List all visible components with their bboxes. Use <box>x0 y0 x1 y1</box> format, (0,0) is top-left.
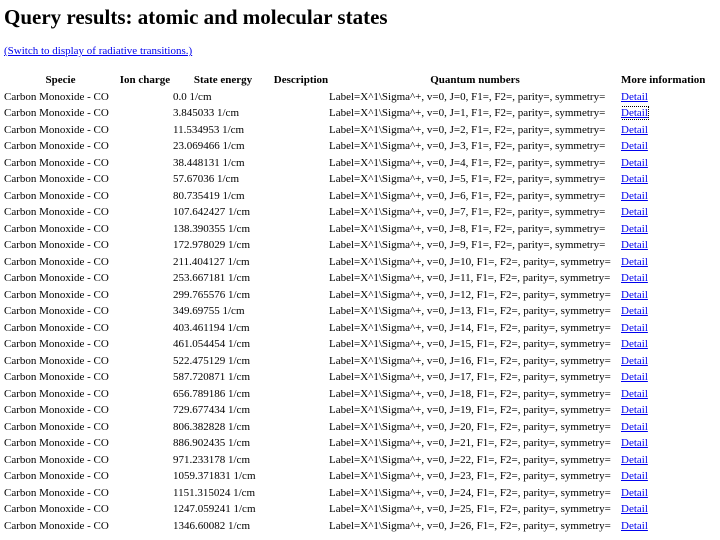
cell-more-information <box>621 287 705 304</box>
table-row <box>4 369 705 386</box>
page-title: Query results: atomic and molecular states <box>4 5 388 29</box>
cell-quantum-numbers: Label=X^1\Sigma^+, v=0, J=3, F1=, F2=, parity=, symmetry= <box>329 140 606 153</box>
table-row <box>4 336 705 353</box>
cell-description <box>273 122 329 139</box>
detail-link[interactable]: Detail <box>621 338 648 351</box>
cell-quantum-numbers: Label=X^1\Sigma^+, v=0, J=16, F1=, F2=, parity=, symmetry= <box>329 354 611 367</box>
table-row <box>4 468 705 485</box>
detail-link[interactable]: Detail <box>621 107 648 120</box>
header-more-information: More information <box>621 74 706 87</box>
cell-quantum-numbers: Label=X^1\Sigma^+, v=0, J=14, F1=, F2=, parity=, symmetry= <box>329 321 611 334</box>
cell-specie: Carbon Monoxide - CO <box>4 123 109 136</box>
cell-more-information <box>621 122 705 139</box>
cell-specie: Carbon Monoxide - CO <box>4 140 109 153</box>
detail-link[interactable]: Detail <box>621 354 648 367</box>
cell-description <box>273 270 329 287</box>
table-row <box>4 287 705 304</box>
cell-ion-charge <box>117 188 173 205</box>
cell-state-energy: 253.667181 1/cm <box>173 272 250 285</box>
detail-link[interactable]: Detail <box>621 239 648 252</box>
cell-state-energy: 971.233178 1/cm <box>173 453 250 466</box>
cell-more-information <box>621 105 705 122</box>
cell-ion-charge <box>117 353 173 370</box>
cell-state-energy: 729.677434 1/cm <box>173 404 250 417</box>
cell-state-energy: 461.054454 1/cm <box>173 338 250 351</box>
cell-specie: Carbon Monoxide - CO <box>4 486 109 499</box>
cell-more-information <box>621 138 705 155</box>
cell-ion-charge <box>117 138 173 155</box>
table-row <box>4 270 705 287</box>
cell-state-energy: 1247.059241 1/cm <box>173 503 256 516</box>
cell-specie: Carbon Monoxide - CO <box>4 255 109 268</box>
cell-ion-charge <box>117 303 173 320</box>
cell-description <box>273 419 329 436</box>
table-row <box>4 254 705 271</box>
detail-link[interactable]: Detail <box>621 453 648 466</box>
cell-description <box>273 188 329 205</box>
cell-quantum-numbers: Label=X^1\Sigma^+, v=0, J=9, F1=, F2=, parity=, symmetry= <box>329 239 606 252</box>
cell-more-information <box>621 435 705 452</box>
cell-specie: Carbon Monoxide - CO <box>4 222 109 235</box>
cell-more-information <box>621 320 705 337</box>
cell-description <box>273 452 329 469</box>
cell-state-energy: 1151.315024 1/cm <box>173 486 256 499</box>
cell-more-information <box>621 303 705 320</box>
cell-specie: Carbon Monoxide - CO <box>4 437 109 450</box>
table-row <box>4 171 705 188</box>
detail-link[interactable]: Detail <box>621 387 648 400</box>
cell-more-information <box>621 221 705 238</box>
detail-link[interactable]: Detail <box>621 156 648 169</box>
cell-ion-charge <box>117 122 173 139</box>
cell-quantum-numbers: Label=X^1\Sigma^+, v=0, J=6, F1=, F2=, parity=, symmetry= <box>329 189 606 202</box>
cell-quantum-numbers: Label=X^1\Sigma^+, v=0, J=1, F1=, F2=, parity=, symmetry= <box>329 107 606 120</box>
table-row <box>4 204 705 221</box>
cell-ion-charge <box>117 155 173 172</box>
cell-description <box>273 287 329 304</box>
detail-link[interactable]: Detail <box>621 305 648 318</box>
cell-quantum-numbers: Label=X^1\Sigma^+, v=0, J=4, F1=, F2=, parity=, symmetry= <box>329 156 606 169</box>
detail-link[interactable]: Detail <box>621 173 648 186</box>
cell-more-information <box>621 485 705 502</box>
table-row <box>4 435 705 452</box>
cell-description <box>273 336 329 353</box>
table-row <box>4 386 705 403</box>
detail-link[interactable]: Detail <box>621 503 648 516</box>
cell-specie: Carbon Monoxide - CO <box>4 404 109 417</box>
cell-ion-charge <box>117 419 173 436</box>
table-row <box>4 221 705 238</box>
cell-description <box>273 221 329 238</box>
cell-description <box>273 402 329 419</box>
cell-state-energy: 1059.371831 1/cm <box>173 470 256 483</box>
cell-ion-charge <box>117 501 173 518</box>
cell-state-energy: 57.67036 1/cm <box>173 173 239 186</box>
table-row <box>4 353 705 370</box>
table-row <box>4 485 705 502</box>
cell-more-information <box>621 386 705 403</box>
cell-state-energy: 349.69755 1/cm <box>173 305 245 318</box>
detail-link[interactable]: Detail <box>621 437 648 450</box>
cell-quantum-numbers: Label=X^1\Sigma^+, v=0, J=17, F1=, F2=, parity=, symmetry= <box>329 371 611 384</box>
cell-specie: Carbon Monoxide - CO <box>4 288 109 301</box>
detail-link[interactable]: Detail <box>621 371 648 384</box>
cell-state-energy: 11.534953 1/cm <box>173 123 245 136</box>
cell-ion-charge <box>117 386 173 403</box>
table-row <box>4 155 705 172</box>
cell-specie: Carbon Monoxide - CO <box>4 338 109 351</box>
cell-specie: Carbon Monoxide - CO <box>4 354 109 367</box>
cell-specie: Carbon Monoxide - CO <box>4 189 109 202</box>
cell-description <box>273 320 329 337</box>
table-row <box>4 419 705 436</box>
cell-more-information <box>621 204 705 221</box>
cell-state-energy: 0.0 1/cm <box>173 90 212 103</box>
detail-link[interactable]: Detail <box>621 519 648 532</box>
cell-state-energy: 80.735419 1/cm <box>173 189 245 202</box>
cell-specie: Carbon Monoxide - CO <box>4 387 109 400</box>
cell-more-information <box>621 468 705 485</box>
cell-description <box>273 468 329 485</box>
cell-ion-charge <box>117 254 173 271</box>
cell-state-energy: 3.845033 1/cm <box>173 107 239 120</box>
cell-quantum-numbers: Label=X^1\Sigma^+, v=0, J=26, F1=, F2=, parity=, symmetry= <box>329 519 611 532</box>
cell-specie: Carbon Monoxide - CO <box>4 156 109 169</box>
table-row <box>4 303 705 320</box>
cell-description <box>273 435 329 452</box>
header-quantum-numbers: Quantum numbers <box>430 74 520 87</box>
cell-description <box>273 386 329 403</box>
cell-more-information <box>621 155 705 172</box>
cell-specie: Carbon Monoxide - CO <box>4 420 109 433</box>
cell-quantum-numbers: Label=X^1\Sigma^+, v=0, J=7, F1=, F2=, parity=, symmetry= <box>329 206 606 219</box>
table-row <box>4 518 705 535</box>
cell-description <box>273 89 329 106</box>
cell-quantum-numbers: Label=X^1\Sigma^+, v=0, J=20, F1=, F2=, parity=, symmetry= <box>329 420 611 433</box>
cell-quantum-numbers: Label=X^1\Sigma^+, v=0, J=23, F1=, F2=, parity=, symmetry= <box>329 470 611 483</box>
cell-state-energy: 1346.60082 1/cm <box>173 519 250 532</box>
cell-description <box>273 171 329 188</box>
cell-ion-charge <box>117 369 173 386</box>
cell-description <box>273 254 329 271</box>
table-row <box>4 89 705 106</box>
cell-quantum-numbers: Label=X^1\Sigma^+, v=0, J=11, F1=, F2=, parity=, symmetry= <box>329 272 611 285</box>
switch-to-transitions-link[interactable]: (Switch to display of radiative transitions.) <box>4 45 193 57</box>
header-ion-charge: Ion charge <box>119 74 171 87</box>
cell-state-energy: 806.382828 1/cm <box>173 420 250 433</box>
table-header-row <box>4 72 705 89</box>
table-row <box>4 237 705 254</box>
cell-more-information <box>621 501 705 518</box>
cell-state-energy: 522.475129 1/cm <box>173 354 250 367</box>
detail-link[interactable]: Detail <box>621 140 648 153</box>
cell-more-information <box>621 171 705 188</box>
cell-description <box>273 369 329 386</box>
cell-ion-charge <box>117 336 173 353</box>
cell-ion-charge <box>117 435 173 452</box>
table-row <box>4 122 705 139</box>
cell-more-information <box>621 419 705 436</box>
cell-specie: Carbon Monoxide - CO <box>4 305 109 318</box>
cell-ion-charge <box>117 105 173 122</box>
cell-ion-charge <box>117 452 173 469</box>
detail-link[interactable]: Detail <box>621 470 648 483</box>
table-row <box>4 105 705 122</box>
cell-ion-charge <box>117 237 173 254</box>
cell-quantum-numbers: Label=X^1\Sigma^+, v=0, J=0, F1=, F2=, parity=, symmetry= <box>329 90 606 103</box>
cell-specie: Carbon Monoxide - CO <box>4 272 109 285</box>
cell-state-energy: 299.765576 1/cm <box>173 288 250 301</box>
cell-specie: Carbon Monoxide - CO <box>4 470 109 483</box>
cell-specie: Carbon Monoxide - CO <box>4 371 109 384</box>
cell-ion-charge <box>117 485 173 502</box>
cell-state-energy: 107.642427 1/cm <box>173 206 250 219</box>
cell-quantum-numbers: Label=X^1\Sigma^+, v=0, J=12, F1=, F2=, parity=, symmetry= <box>329 288 611 301</box>
cell-ion-charge <box>117 518 173 535</box>
table-row <box>4 452 705 469</box>
cell-ion-charge <box>117 89 173 106</box>
cell-ion-charge <box>117 287 173 304</box>
table-row <box>4 138 705 155</box>
cell-state-energy: 211.404127 1/cm <box>173 255 250 268</box>
cell-state-energy: 138.390355 1/cm <box>173 222 250 235</box>
detail-link[interactable]: Detail <box>621 321 648 334</box>
cell-quantum-numbers: Label=X^1\Sigma^+, v=0, J=10, F1=, F2=, parity=, symmetry= <box>329 255 611 268</box>
cell-description <box>273 105 329 122</box>
header-description: Description <box>273 74 329 87</box>
detail-link[interactable]: Detail <box>621 255 648 268</box>
cell-state-energy: 886.902435 1/cm <box>173 437 250 450</box>
cell-quantum-numbers: Label=X^1\Sigma^+, v=0, J=15, F1=, F2=, parity=, symmetry= <box>329 338 611 351</box>
detail-link[interactable]: Detail <box>621 272 648 285</box>
cell-description <box>273 204 329 221</box>
table-row <box>4 402 705 419</box>
detail-link[interactable]: Detail <box>621 206 648 219</box>
cell-specie: Carbon Monoxide - CO <box>4 206 109 219</box>
cell-quantum-numbers: Label=X^1\Sigma^+, v=0, J=13, F1=, F2=, parity=, symmetry= <box>329 305 611 318</box>
cell-more-information <box>621 89 705 106</box>
cell-ion-charge <box>117 171 173 188</box>
cell-ion-charge <box>117 320 173 337</box>
cell-state-energy: 403.461194 1/cm <box>173 321 250 334</box>
cell-quantum-numbers: Label=X^1\Sigma^+, v=0, J=18, F1=, F2=, parity=, symmetry= <box>329 387 611 400</box>
cell-more-information <box>621 518 705 535</box>
cell-description <box>273 138 329 155</box>
cell-specie: Carbon Monoxide - CO <box>4 453 109 466</box>
cell-quantum-numbers: Label=X^1\Sigma^+, v=0, J=25, F1=, F2=, parity=, symmetry= <box>329 503 611 516</box>
results-table <box>4 72 705 534</box>
cell-specie: Carbon Monoxide - CO <box>4 503 109 516</box>
cell-specie: Carbon Monoxide - CO <box>4 173 109 186</box>
cell-state-energy: 23.069466 1/cm <box>173 140 245 153</box>
cell-specie: Carbon Monoxide - CO <box>4 107 109 120</box>
header-specie: Specie <box>45 74 76 87</box>
cell-ion-charge <box>117 204 173 221</box>
cell-quantum-numbers: Label=X^1\Sigma^+, v=0, J=5, F1=, F2=, parity=, symmetry= <box>329 173 606 186</box>
cell-more-information <box>621 270 705 287</box>
cell-ion-charge <box>117 468 173 485</box>
detail-link[interactable]: Detail <box>621 222 648 235</box>
cell-more-information <box>621 452 705 469</box>
table-row <box>4 501 705 518</box>
cell-more-information <box>621 188 705 205</box>
cell-quantum-numbers: Label=X^1\Sigma^+, v=0, J=19, F1=, F2=, parity=, symmetry= <box>329 404 611 417</box>
table-row <box>4 188 705 205</box>
cell-specie: Carbon Monoxide - CO <box>4 90 109 103</box>
cell-more-information <box>621 237 705 254</box>
cell-more-information <box>621 336 705 353</box>
cell-state-energy: 656.789186 1/cm <box>173 387 250 400</box>
cell-state-energy: 587.720871 1/cm <box>173 371 250 384</box>
detail-link[interactable]: Detail <box>621 486 648 499</box>
cell-state-energy: 38.448131 1/cm <box>173 156 245 169</box>
detail-link[interactable]: Detail <box>621 288 648 301</box>
detail-link[interactable]: Detail <box>621 90 648 103</box>
cell-description <box>273 485 329 502</box>
results-body <box>4 89 705 535</box>
cell-ion-charge <box>117 221 173 238</box>
cell-specie: Carbon Monoxide - CO <box>4 519 109 532</box>
cell-quantum-numbers: Label=X^1\Sigma^+, v=0, J=22, F1=, F2=, parity=, symmetry= <box>329 453 611 466</box>
cell-ion-charge <box>117 270 173 287</box>
detail-link[interactable]: Detail <box>621 404 648 417</box>
cell-more-information <box>621 353 705 370</box>
cell-specie: Carbon Monoxide - CO <box>4 321 109 334</box>
detail-link[interactable]: Detail <box>621 420 648 433</box>
cell-ion-charge <box>117 402 173 419</box>
header-state-energy: State energy <box>193 74 253 87</box>
cell-description <box>273 518 329 535</box>
cell-more-information <box>621 369 705 386</box>
cell-quantum-numbers: Label=X^1\Sigma^+, v=0, J=21, F1=, F2=, parity=, symmetry= <box>329 437 611 450</box>
cell-description <box>273 501 329 518</box>
cell-description <box>273 237 329 254</box>
cell-more-information <box>621 254 705 271</box>
cell-state-energy: 172.978029 1/cm <box>173 239 250 252</box>
cell-quantum-numbers: Label=X^1\Sigma^+, v=0, J=24, F1=, F2=, parity=, symmetry= <box>329 486 611 499</box>
table-row <box>4 320 705 337</box>
cell-quantum-numbers: Label=X^1\Sigma^+, v=0, J=8, F1=, F2=, parity=, symmetry= <box>329 222 606 235</box>
cell-description <box>273 353 329 370</box>
cell-description <box>273 303 329 320</box>
cell-quantum-numbers: Label=X^1\Sigma^+, v=0, J=2, F1=, F2=, parity=, symmetry= <box>329 123 606 136</box>
cell-specie: Carbon Monoxide - CO <box>4 239 109 252</box>
cell-more-information <box>621 402 705 419</box>
cell-description <box>273 155 329 172</box>
detail-link[interactable]: Detail <box>621 123 648 136</box>
detail-link[interactable]: Detail <box>621 189 648 202</box>
